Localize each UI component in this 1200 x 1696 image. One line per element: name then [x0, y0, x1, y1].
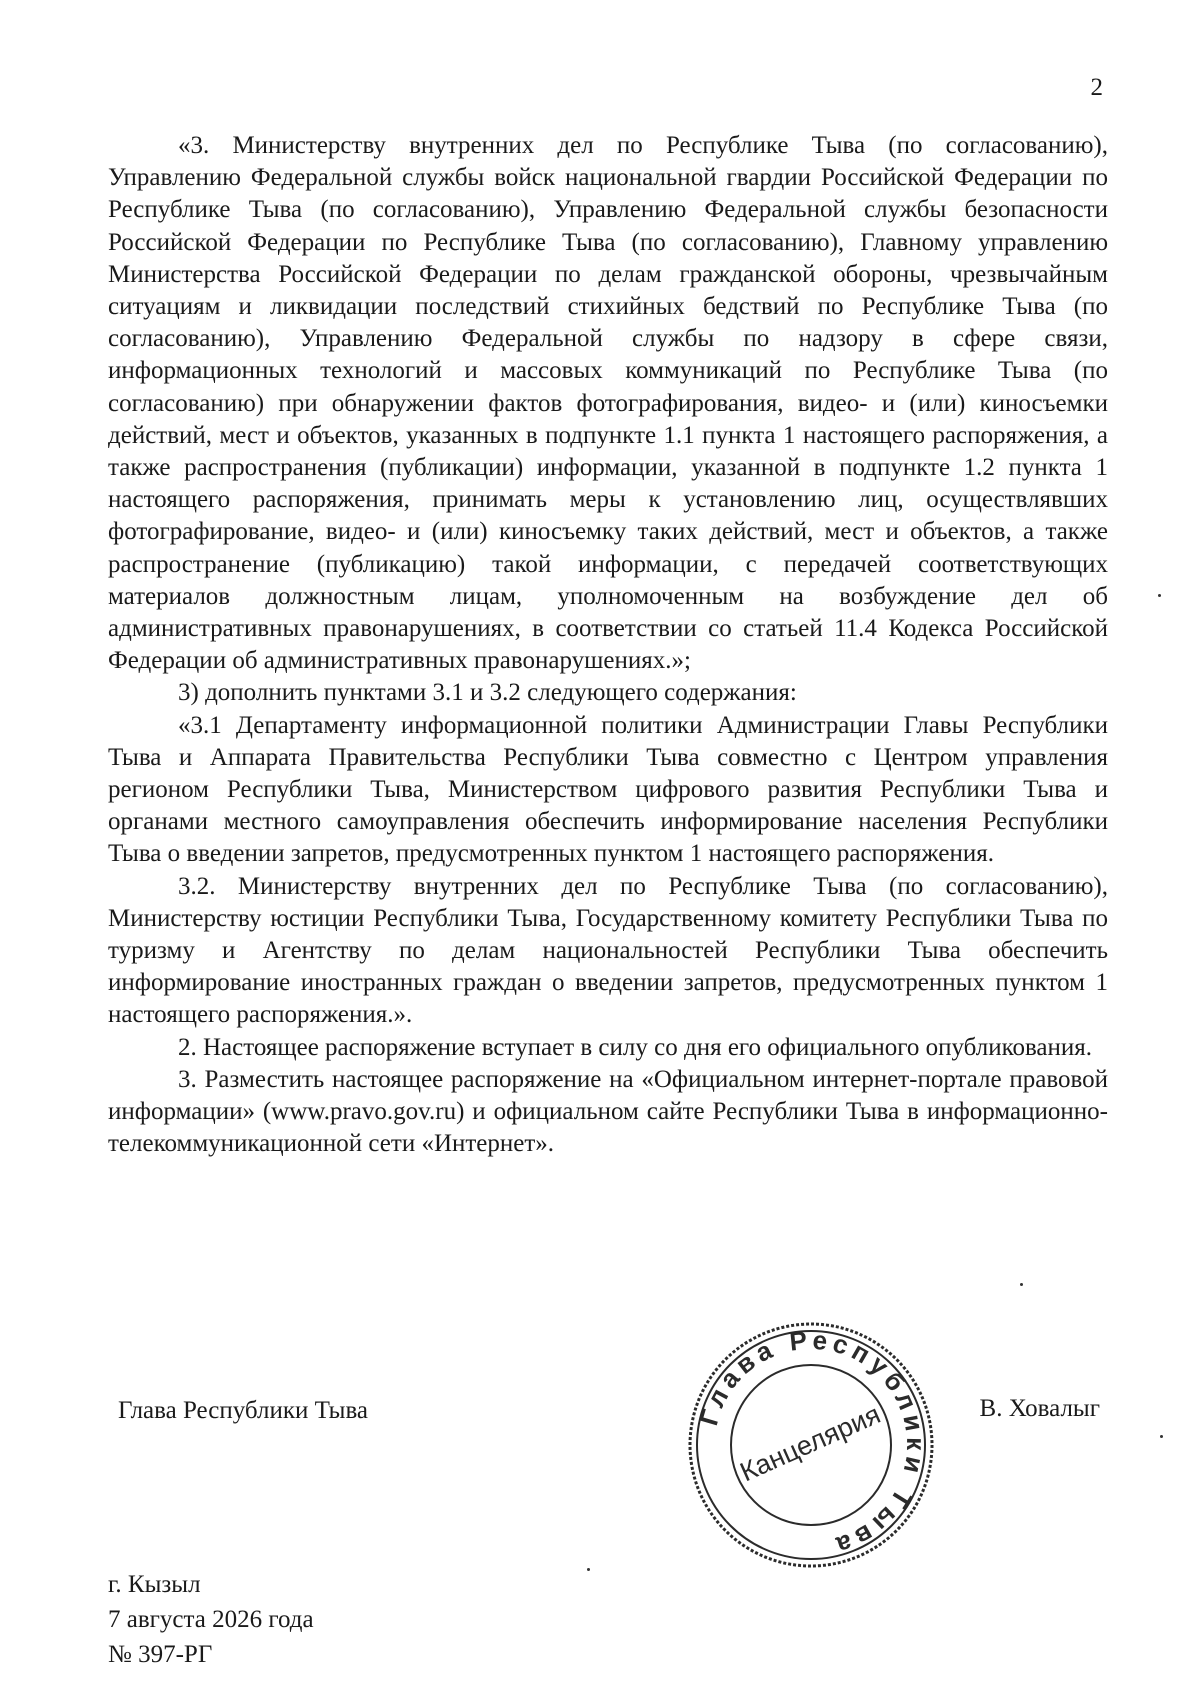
issue-date: 7 августа 2026 года	[108, 1606, 314, 1633]
paragraph-entry-into-force: 2. Настоящее распоряжение вступает в силу со дня его официального опубликования.	[178, 1033, 1093, 1061]
scan-speck	[1158, 594, 1161, 597]
scan-speck	[1160, 1435, 1163, 1438]
paragraph-item-3: «3. Министерству внутренних дел по Республике Тыва (по согласованию), Управлению Федеральной службы войск национальной гвардии Российской Федерации по Республике Тыва (по согласованию), Управлению Федеральной службы безопасности Российской Федерации по Республике Тыва (по согласованию), Главному управлению Министерства Российской Федерации по делам гражданской обороны, чрезвычайным ситуациям и ликвидации последствий стихийных бедствий по Республике Тыва (по согласованию), Управлению Федеральной службы по надзору в сфере связи, информационных технологий и массовых коммуникаций по Республике Тыва (по согласованию) при обнаружении фактов фотографирования, видео- и (или) киносъемки действий, мест и объектов, указанных в подпункте 1.1 пункта 1 настоящего распоряжения, а также распространения (публикации) информации, указанной в подпункте 1.2 пункта 1 настоящего распоряжения, принимать меры к установлению лиц, осуществлявших фотографирование, видео- и (или) киносъемку таких действий, мест и объектов, а также распространение (публикацию) такой информации, с передачей соответствующих материалов должностным лицам, уполномоченным на возбуждение дел об административных правонарушениях, в соответствии со статьей 11.4 Кодекса Российской Федерации об административных правонарушениях.»;	[108, 132, 1108, 675]
official-seal-stamp	[684, 1318, 938, 1572]
paragraph-amendment-intro: 3) дополнить пунктами 3.1 и 3.2 следующего содержания:	[178, 679, 797, 707]
document-number: № 397-РГ	[108, 1641, 213, 1668]
signatory-title: Глава Республики Тыва	[118, 1397, 369, 1424]
page-number: 2	[1090, 74, 1103, 101]
document-footer	[108, 1567, 314, 1672]
paragraph-item-3-2: 3.2. Министерству внутренних дел по Республике Тыва (по согласованию), Министерству юстиции Республики Тыва, Государственному комитету Республики Тыва по туризму и Агентству по делам национальностей Республики Тыва обеспечить информирование иностранных граждан о введении запретов, предусмотренных пунктом 1 настоящего распоряжения.».	[108, 872, 1108, 1029]
stamp-center-text: Канцелярия	[735, 1398, 885, 1488]
paragraph-publication: 3. Разместить настоящее распоряжение на «Официальном интернет-портале правовой информации» (www.pravo.gov.ru) и официальном сайте Республики Тыва в информационно-телекоммуникационной сети «Интернет».	[108, 1065, 1108, 1158]
scan-speck	[1020, 1283, 1023, 1286]
scan-speck	[587, 1568, 590, 1571]
paragraph-item-3-1: «3.1 Департаменту информационной политики Администрации Главы Республики Тыва и Аппарата Правительства Республики Тыва совместно с Центром управления регионом Республики Тыва, Министерством цифрового развития Республики Тыва и органами местного самоуправления обеспечить информирование населения Республики Тыва о введении запретов, предусмотренных пунктом 1 настоящего распоряжения.	[108, 711, 1108, 868]
document-body	[108, 130, 1108, 1161]
signatory-name: В. Ховалыг	[979, 1395, 1100, 1422]
stamp-ring-text: Глава Республики Тыва	[693, 1324, 932, 1563]
issue-place: г. Кызыл	[108, 1571, 201, 1598]
